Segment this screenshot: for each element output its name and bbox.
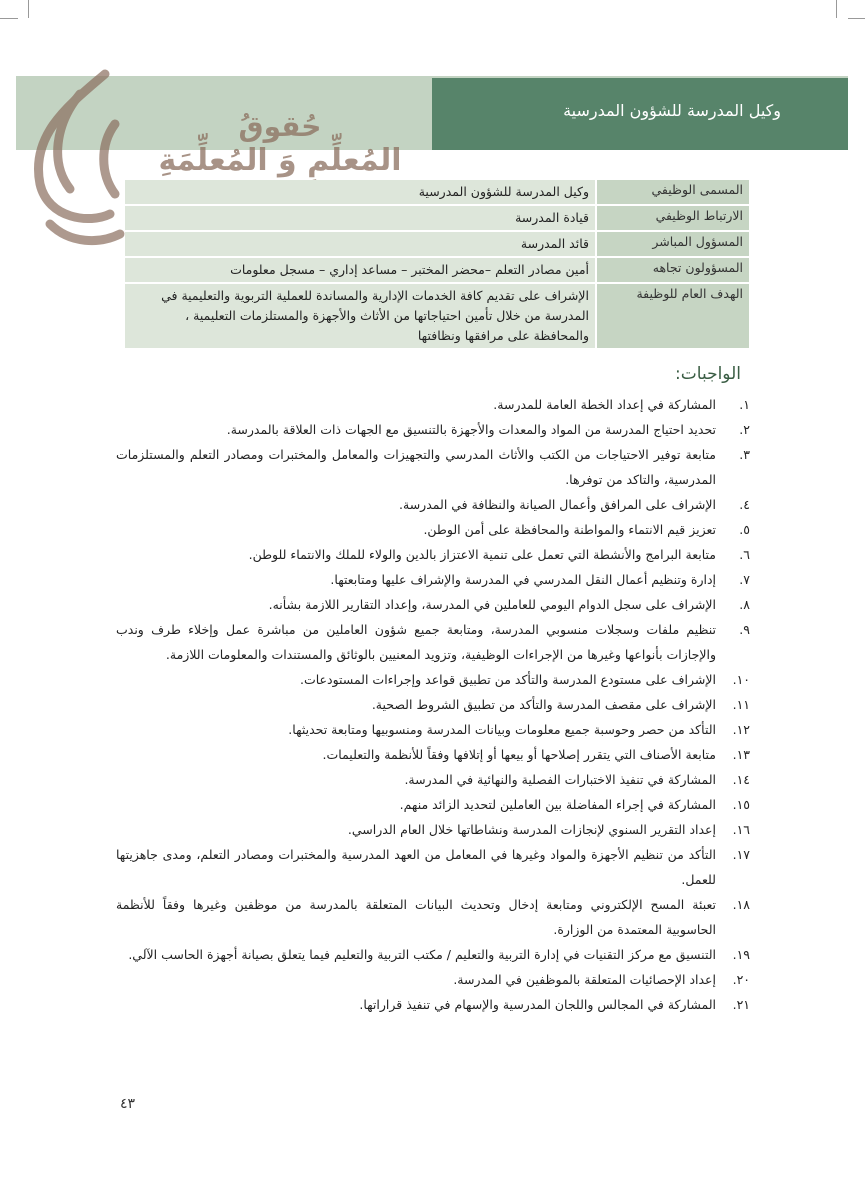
item-text: المشاركة في إجراء المفاضلة بين العاملين لتحديد الزائد منهم.	[399, 797, 716, 812]
watermark-text: حُقوقُ	[238, 110, 322, 143]
list-item	[116, 842, 750, 892]
item-number: ٤.	[739, 497, 750, 512]
info-value: الإشراف على تقديم كافة الخدمات الإدارية والمساندة للعملية التربوية والتعليمية في المدرسة من خلال تأمين احتياجاتها من الأثاث والأجهزة والمستلزمات التعليمية ، والمحافظة على مرافقها ونظافتها	[125, 283, 596, 349]
item-text: الإشراف على مقصف المدرسة والتأكد من تطبيق الشروط الصحية.	[371, 697, 716, 712]
item-text: الإشراف على سجل الدوام اليومي للعاملين في المدرسة، وإعداد التقارير اللازمة بشأنه.	[268, 597, 716, 612]
item-text: التأكد من تنظيم الأجهزة والمواد وغيرها في المعامل من العهد المدرسية والمختبرات ومصادر التعلم، ومدى جاهزيتها للعمل.	[116, 847, 716, 887]
item-text: إعداد التقرير السنوي لإنجازات المدرسة ونشاطاتها خلال العام الدراسي.	[347, 822, 716, 837]
list-item	[116, 692, 750, 717]
item-number: ٦.	[739, 547, 750, 562]
item-text: المشاركة في تنفيذ الاختبارات الفصلية والنهائية في المدرسة.	[404, 772, 716, 787]
item-number: ٢.	[739, 422, 750, 437]
list-item	[116, 892, 750, 942]
crop-mark	[28, 0, 29, 18]
item-number: ١.	[739, 397, 750, 412]
watermark-logo-icon	[10, 64, 130, 254]
list-item	[116, 767, 750, 792]
info-label: المسمى الوظيفي	[596, 180, 749, 205]
duties-list	[116, 392, 750, 1017]
item-text: تعبئة المسح الإلكتروني ومتابعة إدخال وتحديث البيانات المتعلقة بالمدرسة من موظفين وغيرها وفقاً للأنظمة الحاسوبية المعتمدة من الوزارة.	[116, 897, 716, 937]
item-text: الإشراف على المرافق وأعمال الصيانة والنظافة في المدرسة.	[399, 497, 716, 512]
item-number: ١٧.	[732, 847, 750, 862]
item-number: ١٨.	[732, 897, 750, 912]
info-value: قيادة المدرسة	[125, 205, 596, 231]
crop-mark	[0, 18, 18, 19]
item-text: إدارة وتنظيم أعمال النقل المدرسي في المدرسة والإشراف عليها ومتابعتها.	[330, 572, 716, 587]
list-item	[116, 492, 750, 517]
item-text: تحديد احتياج المدرسة من المواد والمعدات والأجهزة بالتنسيق مع الجهات ذات العلاقة بالمدرسة.	[226, 422, 716, 437]
item-text: متابعة البرامج والأنشطة التي تعمل على تنمية الاعتزاز بالدين والولاء للملك والانتماء للوطن.	[248, 547, 716, 562]
list-item	[116, 942, 750, 967]
crop-mark	[836, 0, 837, 18]
info-value: أمين مصادر التعلم –محضر المختبر – مساعد إداري – مسجل معلومات	[125, 257, 596, 283]
item-number: ٩.	[739, 622, 750, 637]
table-row	[125, 180, 749, 205]
item-number: ١٢.	[732, 722, 750, 737]
list-item	[116, 517, 750, 542]
list-item	[116, 567, 750, 592]
list-item	[116, 742, 750, 767]
item-number: ١٦.	[732, 822, 750, 837]
table-row	[125, 231, 749, 257]
list-item	[116, 967, 750, 992]
item-number: ١٥.	[732, 797, 750, 812]
crop-mark	[848, 18, 865, 19]
list-item	[116, 592, 750, 617]
list-item	[116, 992, 750, 1017]
item-number: ٨.	[739, 597, 750, 612]
item-text: الإشراف على مستودع المدرسة والتأكد من تطبيق قواعد وإجراءات المستودعات.	[300, 672, 716, 687]
item-text: تنظيم ملفات وسجلات منسوبي المدرسة، ومتابعة جميع شؤون العاملين من مباشرة عمل وإخلاء طرف وندب والإجازات بأنواعها وغيرها من الإجراءات الوظيفية، وتزويد المعنيين بالوثائق والمستندات والمعلومات اللازمة.	[116, 622, 716, 662]
table-row	[125, 257, 749, 283]
table-row	[125, 205, 749, 231]
info-label: المسؤول المباشر	[596, 231, 749, 257]
list-item	[116, 442, 750, 492]
item-text: المشاركة في إعداد الخطة العامة للمدرسة.	[493, 397, 716, 412]
list-item	[116, 617, 750, 667]
duties-heading: الواجبات:	[675, 364, 741, 384]
item-number: ٣.	[739, 447, 750, 462]
list-item	[116, 717, 750, 742]
list-item	[116, 667, 750, 692]
list-item	[116, 817, 750, 842]
item-number: ١٤.	[732, 772, 750, 787]
item-number: ١١.	[732, 697, 750, 712]
page-title: وكيل المدرسة للشؤون المدرسية	[563, 101, 781, 120]
list-item	[116, 392, 750, 417]
item-number: ١٩.	[732, 947, 750, 962]
info-value: وكيل المدرسة للشؤون المدرسية	[125, 180, 596, 205]
item-text: متابعة توفير الاحتياجات من الكتب والأثاث المدرسي والتجهيزات والمعامل والمختبرات ومصادر التعلم والمستلزمات المدرسية، والتاكد من توفرها.	[116, 447, 716, 487]
item-text: المشاركة في المجالس واللجان المدرسية والإسهام في تنفيذ قراراتها.	[359, 997, 716, 1012]
item-text: تعزيز قيم الانتماء والمواطنة والمحافظة على أمن الوطن.	[423, 522, 716, 537]
info-label: الهدف العام للوظيفة	[596, 283, 749, 349]
item-number: ١٠.	[732, 672, 750, 687]
watermark-text: المُعلِّمِ وَ المُعلِّمَةِ	[158, 143, 402, 178]
item-text: التنسيق مع مركز التقنيات في إدارة التربية والتعليم / مكتب التربية والتعليم فيما يتعلق بصيانة أجهزة الحاسب الآلي.	[128, 947, 716, 962]
list-item	[116, 542, 750, 567]
item-number: ٢١.	[732, 997, 750, 1012]
item-text: متابعة الأصناف التي يتقرر إصلاحها أو بيعها أو إتلافها وفقاً للأنظمة والتعليمات.	[322, 747, 716, 762]
table-row	[125, 283, 749, 349]
item-text: التأكد من حصر وحوسبة جميع معلومات وبيانات المدرسة ومنسوبيها ومتابعة تحديثها.	[288, 722, 716, 737]
item-text: إعداد الإحصائيات المتعلقة بالموظفين في المدرسة.	[453, 972, 716, 987]
list-item	[116, 417, 750, 442]
item-number: ١٣.	[732, 747, 750, 762]
info-label: الارتباط الوظيفي	[596, 205, 749, 231]
item-number: ٢٠.	[732, 972, 750, 987]
list-item	[116, 792, 750, 817]
info-label: المسؤولون تجاهه	[596, 257, 749, 283]
info-value: قائد المدرسة	[125, 231, 596, 257]
item-number: ٥.	[739, 522, 750, 537]
page-number: ٤٣	[120, 1096, 136, 1112]
item-number: ٧.	[739, 572, 750, 587]
job-info-table	[125, 180, 749, 350]
